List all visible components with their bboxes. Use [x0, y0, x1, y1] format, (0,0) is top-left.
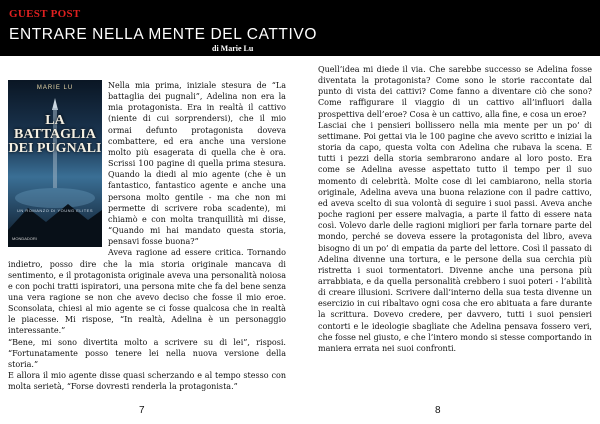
page-7-paragraph: Nella mia prima, iniziale stesura de “La battaglia dei pugnali”, Adelina non era la mia protagonista. Era in realtà il cattivo (niente di cui sorprendersi), che il mio ormai defunto protagonista doveva combattere, ed era anche una versione molto più esagerata di quella che è ora. Scrissi 100 pagine di quella prima stesura. Quando la diedi al mio agente (che è un fantastico, fantastico agente e anche una persona molto gentile - ma che non mi permette di scrivere roba scadente), mi chiamò e con molta tranquillità mi disse, “Quando mi hai mandato questa storia, pensavi fosse buona?” [108, 81, 286, 247]
cover-publisher: MONDADORI [12, 235, 37, 241]
page-8-paragraph: Quell’idea mi diede il via. Che sarebbe successo se Adelina fosse diventata la protagonista? Come sono le storie raccontate dal punto di vista dei cattivi? Come fanno a diventare ciò che sono? Come raffigurare il viaggio di un cattivo all’influori dalla prospettiva dell’eroe? Cosa è un cattivo, alla fine, e cosa un eroe? [318, 65, 592, 119]
page-7-paragraph: Aveva ragione ad essere critica. Tornando indietro, posso dire che la mia storia originale mancava di sentimento, e il protagonista originale aveva una personalità noiosa e con pochi tratti ispiratori, una persona mite che fa del bene senza una vera ragione se non che avevo deciso che fosse il mio eroe. Sconsolata, chiesi al mio agente se ci fosse qualcosa che in realtà le piacesse. Mi rispose, “In realtà, Adelina è un personaggio interessante.” [8, 248, 286, 336]
page-8-paragraph: Lasciai che i pensieri bollissero nella mia mente per un po’ di settimane. Poi gettai via le 100 pagine che avevo scritto e iniziai la storia da capo, questa volta con Adelina che rubava la scena. E tutti i pezzi della storia sembrarono andare al loro posto. Era come se Adelina avesse aspettato tutto il tempo per il suo momento di celebrità. Molte cose di lei cambiarono, nella storia originale, Adelina aveva una buona relazione con il padre cattivo, ed aveva scelto di sua volontà di seguire i suoi passi. Aveva anche poche ragioni per essere malvagia, a parte il fatto di essere nata così. Volevo darle delle ragioni migliori per farla tornare parte del mondo, perché se doveva essere la protagonista del libro, aveva bisogno di un po’ di empatia da parte del lettore. Così il passato di Adelina divenne una tortura, e le persone della sua cerchia più ristretta i suoi tormentatori. Divenne anche una persona più arrabbiata, e da quella personalità crebbero i suoi poteri - l’abilità di creare illusioni. Scrivere dall’interno della sua testa divenne un esercizio in cui ribaltavo ogni cosa che ero abituata a fare durante la scrittura. Dovevo credere, per davvero, tutti i suoi pensieri contorti e le ideologie sbagliate che Adelina pensava fossero veri, che fosse nel giusto, e che l’intero mondo si stesse comportando in maniera errata nei suoi confronti. [318, 120, 592, 353]
article-title: ENTRARE NELLA MENTE DEL CATTIVO [9, 26, 317, 43]
guest-post-label: GUEST POST [9, 8, 81, 20]
cover-author: MARIE LU [36, 85, 74, 91]
cover-title: LA BATTAGLIA DEI PUGNALI [8, 113, 102, 156]
page-8-column [318, 64, 592, 354]
book-cover-image [8, 80, 102, 247]
article-byline: di Marie Lu [212, 44, 254, 53]
article-header [0, 0, 600, 56]
page-number-7: 7 [139, 405, 145, 416]
page-7-paragraph: “Bene, mi sono divertita molto a scrivere su di lei”, risposi. “Fortunatamente posso tenere lei nella nuova versione della storia.” [8, 337, 286, 369]
page-7-column [8, 80, 286, 392]
cover-subtitle: UN ROMANZO DI YOUNG ELITES [16, 208, 94, 213]
page-number-8: 8 [435, 405, 441, 416]
page-7-paragraph: E allora il mio agente disse quasi scherzando e al tempo stesso con molta serietà, “Forse dovresti renderla la protagonista.” [8, 371, 286, 392]
cover-dagger-art [8, 80, 102, 247]
